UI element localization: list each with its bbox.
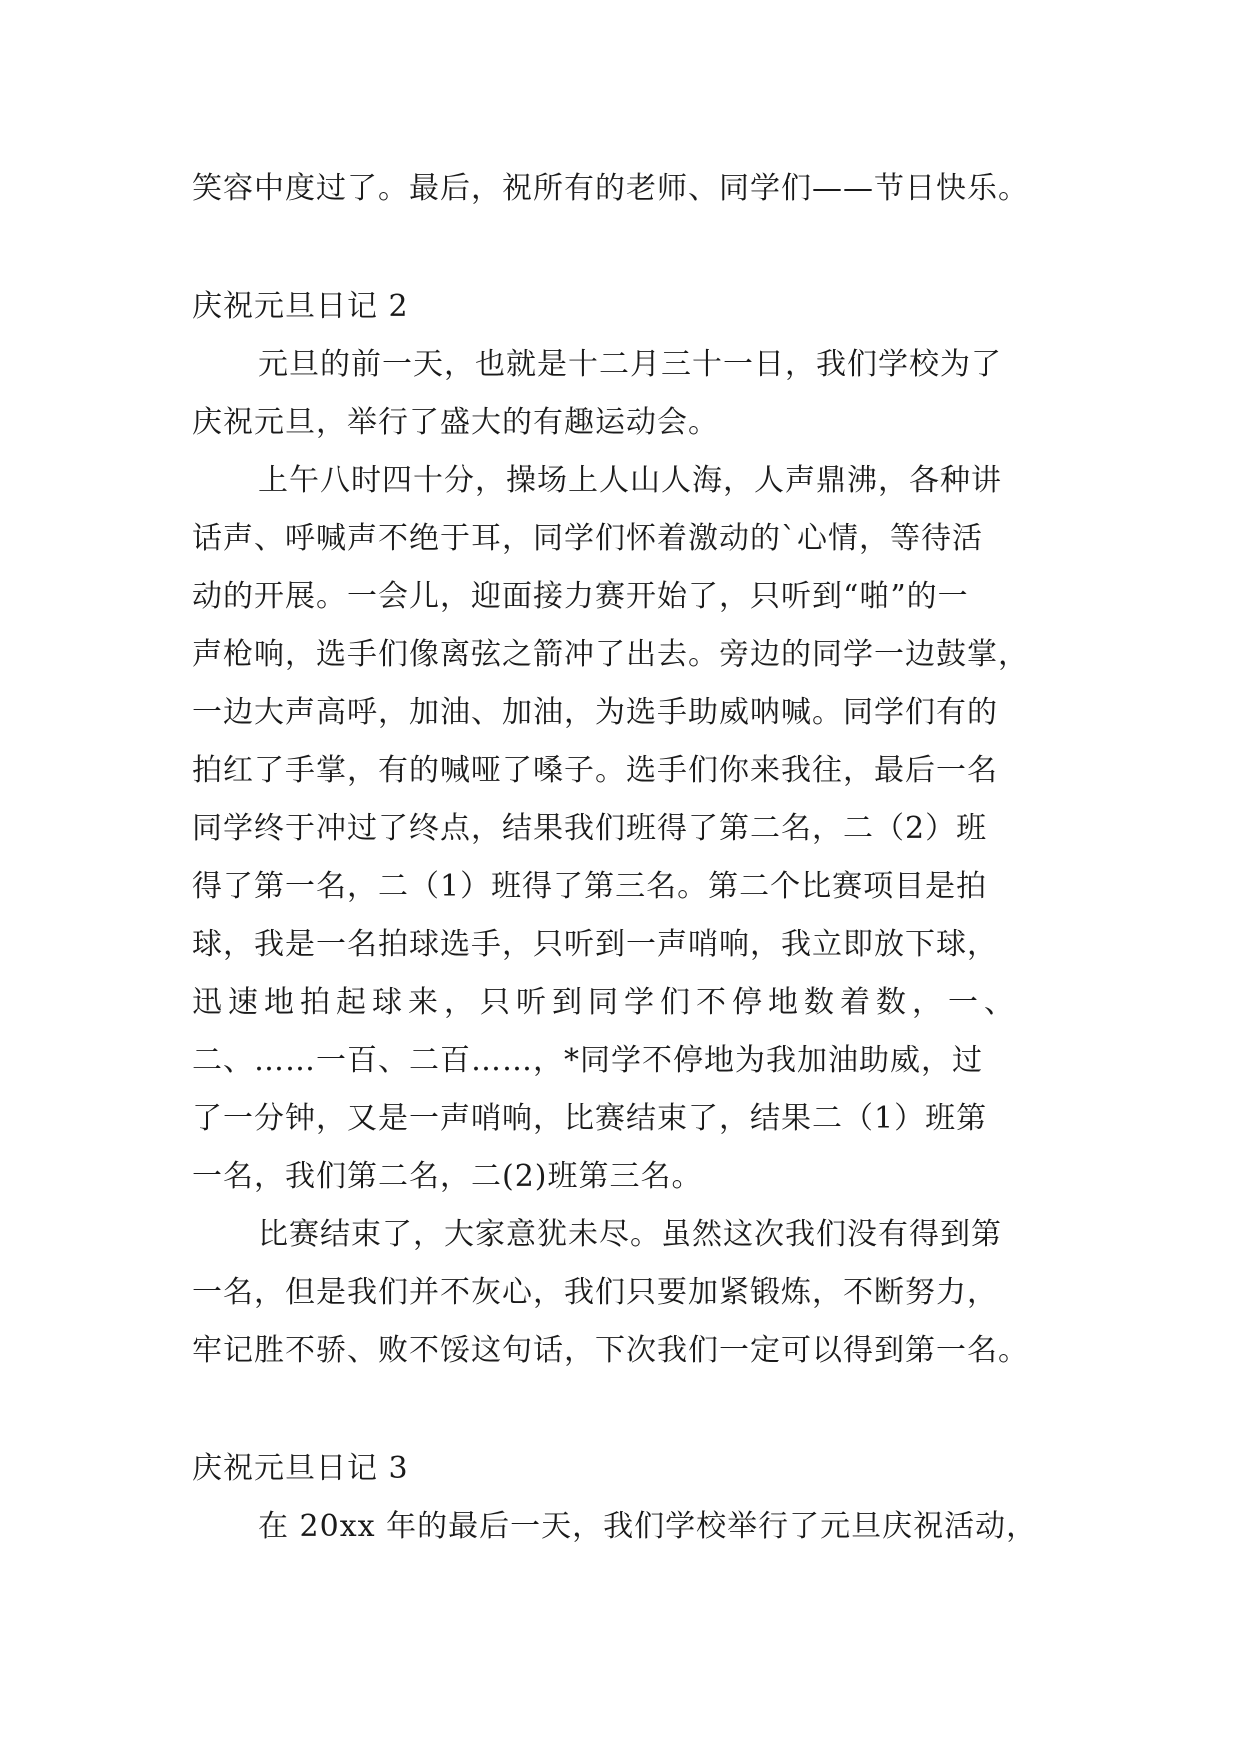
s2-p3-line-3: 牢记胜不骄、败不馁这句话，下次我们一定可以得到第一名。 — [192, 1333, 1029, 1368]
document-page — [192, 160, 1054, 1556]
s2-p2-line-1: 上午八时四十分，操场上人山人海，人声鼎沸，各种讲 — [258, 463, 1002, 498]
s2-p2-line-7: 同学终于冲过了终点，结果我们班得了第二名，二（2）班 — [192, 811, 988, 846]
s2-p3-line-1: 比赛结束了，大家意犹未尽。虽然这次我们没有得到第 — [258, 1217, 1002, 1252]
s3-p1-line-1: 在 20xx 年的最后一天，我们学校举行了元旦庆祝活动， — [258, 1509, 1038, 1544]
s2-p2-line-12: 了一分钟，又是一声哨响，比赛结束了，结果二（1）班第 — [192, 1101, 988, 1136]
section-2-title: 庆祝元旦日记 2 — [192, 289, 409, 324]
s2-p2-line-3: 动的开展。一会儿，迎面接力赛开始了，只听到“啪”的一 — [192, 579, 969, 614]
s2-p2-line-2: 话声、呼喊声不绝于耳，同学们怀着激动的`心情，等待活 — [192, 521, 983, 556]
s2-p2-line-4: 声枪响，选手们像离弦之箭冲了出去。旁边的同学一边鼓掌， — [192, 637, 1029, 672]
intro-tail-line: 笑容中度过了。最后，祝所有的老师、同学们——节日快乐。 — [192, 171, 1029, 206]
s2-p2-line-11: 二、……一百、二百……，*同学不停地为我加油助威，过 — [192, 1043, 983, 1078]
s2-p2-line-9: 球，我是一名拍球选手，只听到一声哨响，我立即放下球， — [192, 927, 998, 962]
s2-p2-line-13: 一名，我们第二名，二(2)班第三名。 — [192, 1159, 703, 1194]
s2-p2-line-8: 得了第一名，二（1）班得了第三名。第二个比赛项目是拍 — [192, 869, 988, 904]
s2-p2-line-6: 拍红了手掌，有的喊哑了嗓子。选手们你来我往，最后一名 — [192, 753, 998, 788]
s2-p3-line-2: 一名，但是我们并不灰心，我们只要加紧锻炼，不断努力， — [192, 1275, 998, 1310]
s2-p1-line-1: 元旦的前一天，也就是十二月三十一日，我们学校为了 — [258, 347, 1002, 382]
s2-p2-line-5: 一边大声高呼，加油、加油，为选手助威呐喊。同学们有的 — [192, 695, 998, 730]
section-3-title: 庆祝元旦日记 3 — [192, 1451, 409, 1486]
s2-p1-line-2: 庆祝元旦，举行了盛大的有趣运动会。 — [192, 405, 719, 440]
s2-p2-line-10: 迅速地拍起球来，只听到同学们不停地数着数，一、 — [192, 985, 1020, 1020]
